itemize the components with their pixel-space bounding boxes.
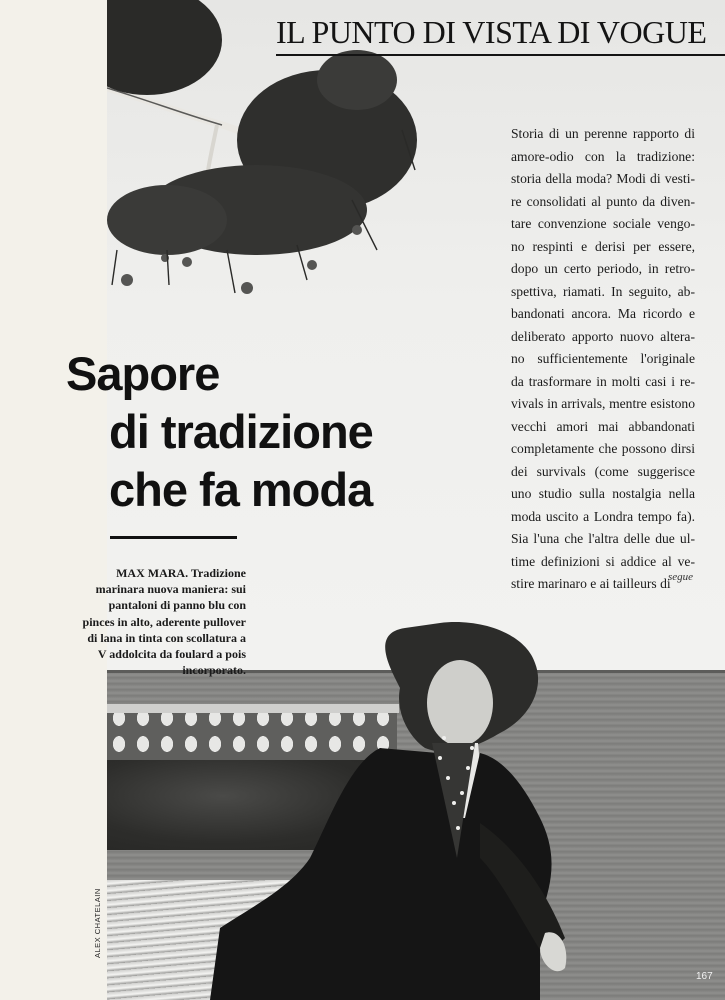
headline-line-2: di tradizione xyxy=(109,405,373,458)
body-line: no sufficientemente l'originale xyxy=(511,351,695,366)
body-line: re consolidati al punto da diven- xyxy=(511,193,695,209)
body-line: bandonati ancora. Ma ricordo e xyxy=(511,306,695,321)
body-line: uno studio sulla nostalgia nella xyxy=(511,486,695,501)
article-body xyxy=(511,123,695,596)
body-line: deliberato apporto nuovo altera- xyxy=(511,328,695,344)
headline-line-3: che fa moda xyxy=(109,463,373,516)
body-line: da trasformare in molti casi i re- xyxy=(511,373,695,389)
continued-marker: segue xyxy=(668,571,694,583)
header-rule xyxy=(276,54,725,56)
body-line: completamente che possono dirsi xyxy=(511,441,695,456)
caption-text: Tradizione marinara nuova maniera: sui pantaloni di panno blu con pinces in alto, aderente pullover di lana in tinta con scollatura a V addolcita da foulard a pois incorporato. xyxy=(82,566,246,678)
caption-label: MAX MARA. xyxy=(116,566,189,580)
body-line: storia della moda? Modi di vesti- xyxy=(511,171,695,186)
headline-line-1: Sapore xyxy=(66,347,220,400)
body-line: dopo un certo periodo, in retro- xyxy=(511,261,695,276)
body-line: stire marinaro e ai tailleurs di xyxy=(511,576,671,591)
body-line: Sia l'una che l'altra delle due ul- xyxy=(511,531,695,546)
model-figure-image xyxy=(210,618,570,1000)
headline-rule xyxy=(110,536,237,539)
body-line: spettiva, riamati. In seguito, ab- xyxy=(511,283,695,299)
body-line: time definizioni si addice al ve- xyxy=(511,553,695,569)
body-line: vivals in arrivals, mentre esistono xyxy=(511,396,695,411)
body-line: Storia di un perenne rapporto di xyxy=(511,126,695,141)
article-headline xyxy=(66,345,446,519)
body-line: moda uscito a Londra tempo fa). xyxy=(511,508,695,524)
body-line: amore-odio con la tradizione: xyxy=(511,148,695,164)
body-line: tare convenzione sociale vengo- xyxy=(511,216,695,231)
photo-caption xyxy=(80,565,246,678)
body-line: no respinti e derisi per essere, xyxy=(511,238,695,254)
body-line: dei survivals (come suggerisce xyxy=(511,463,695,479)
page-number: 167 xyxy=(696,971,713,982)
body-line: vecchi amori mai abbandonati xyxy=(511,418,695,434)
photo-credit: ALEX CHATELAIN xyxy=(93,888,102,958)
section-header-title: IL PUNTO DI VISTA DI VOGUE xyxy=(276,14,707,50)
